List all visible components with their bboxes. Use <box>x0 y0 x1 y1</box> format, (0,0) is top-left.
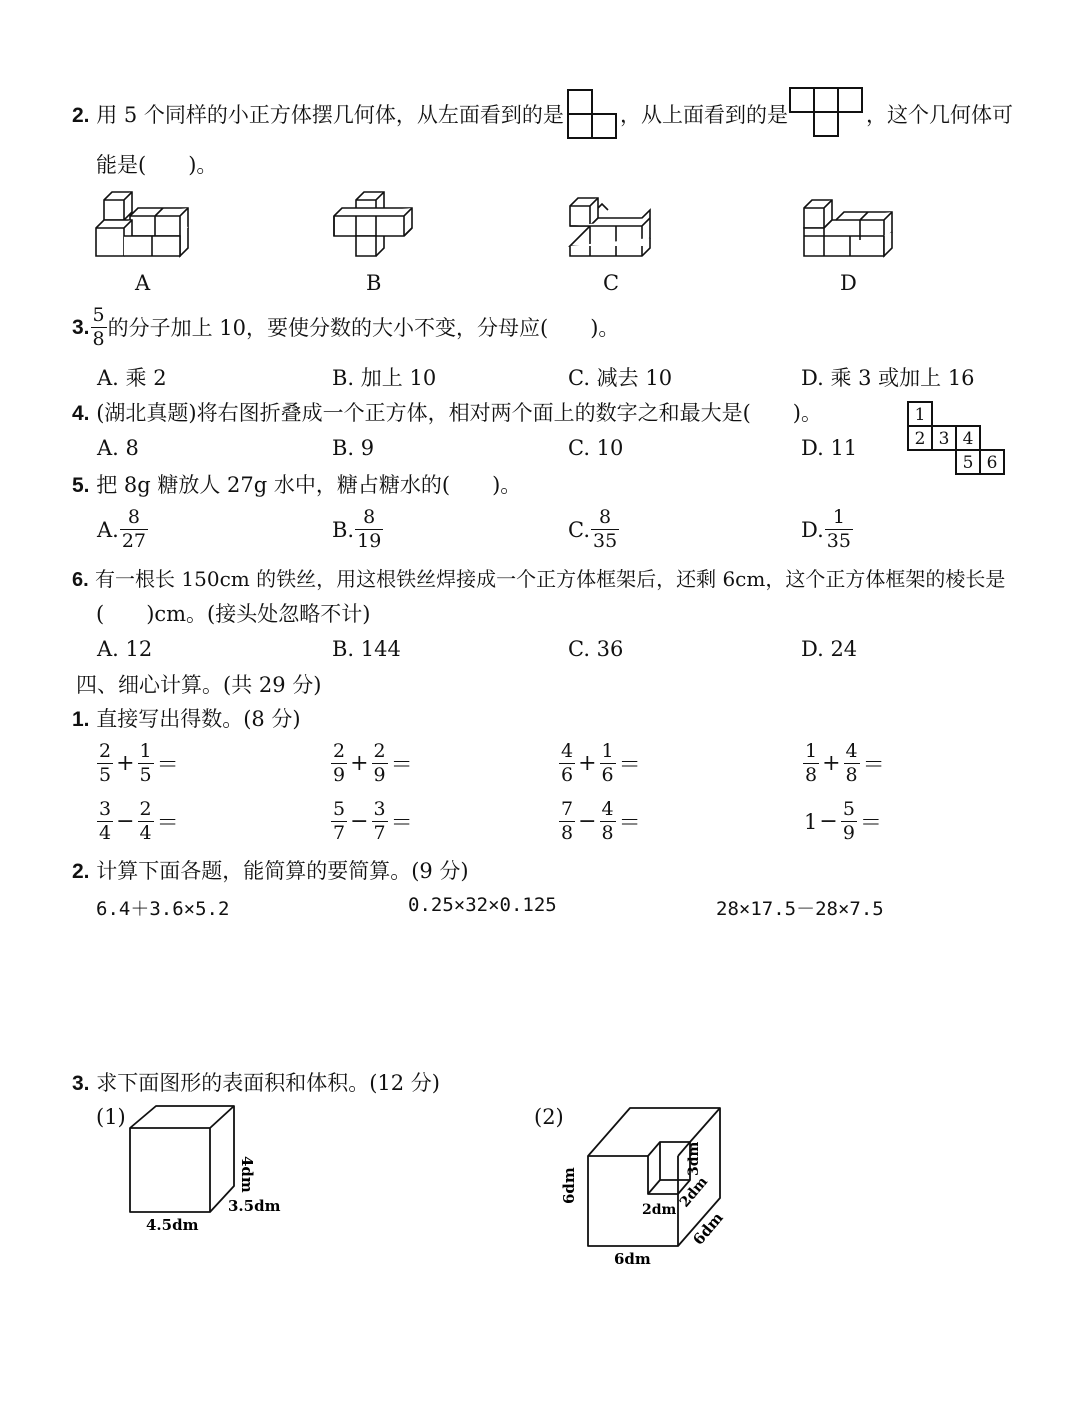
c3-fig1-height: 4dm <box>238 1156 256 1193</box>
c2-item-1: 6.4＋3.6×5.2 <box>96 898 230 920</box>
c1-e3-a-num: 4 <box>561 740 574 762</box>
q3-number: 3. <box>72 315 90 339</box>
q3-text: 的分子加上 10，要使分数的大小不变，分母应( )。 <box>107 315 620 340</box>
c1-e4-eq: ＝ <box>862 753 885 778</box>
c3-fig2-notched-cube <box>560 1100 760 1270</box>
c1-e6-a-den: 7 <box>333 822 346 844</box>
c1-number: 1. <box>72 708 90 731</box>
section4-title: 四、细心计算。(共 29 分) <box>76 673 322 697</box>
c3-fig2-depth: 6dm <box>689 1208 727 1249</box>
c3-fig2-label: (2) <box>534 1105 564 1129</box>
q3-option-d: D. 乘 3 或加上 16 <box>801 366 975 390</box>
c2-text: 计算下面各题，能简算的要简算。(9 分) <box>96 859 469 883</box>
c3-fig1-label: (1) <box>96 1105 126 1129</box>
c3-fig1-depth: 3.5dm <box>228 1197 281 1215</box>
q5-option-a-label: A. <box>97 517 119 542</box>
q2-number: 2. <box>72 104 90 127</box>
c2-item-2: 0.25×32×0.125 <box>408 894 557 916</box>
q5-option-d-den: 35 <box>826 530 851 552</box>
q4-cube-net <box>904 400 1008 480</box>
q4-net-face-2: 2 <box>914 429 926 449</box>
c1-heading <box>72 706 301 733</box>
q3-option-b: B. 加上 10 <box>332 366 437 390</box>
c1-expr-5 <box>96 800 181 843</box>
c1-e8-b-den: 9 <box>842 822 855 844</box>
c2-item-3: 28×17.5－28×7.5 <box>716 898 884 920</box>
c3-fig2-height: 6dm <box>560 1167 578 1204</box>
q2-option-c: C <box>603 271 620 295</box>
q2-line2: 能是( )。 <box>96 153 218 177</box>
c1-e2-b-den: 9 <box>373 764 386 786</box>
q5-option-b-num: 8 <box>363 506 376 528</box>
c1-e1-a-den: 5 <box>99 764 112 786</box>
c1-e5-op: − <box>116 809 135 834</box>
c3-fig2-cut-height: 3dm <box>686 1141 702 1176</box>
q2-option-b-figure <box>328 186 428 264</box>
c1-e1-a-num: 2 <box>99 740 112 762</box>
q5-number: 5. <box>72 474 90 497</box>
c2-number: 2. <box>72 860 90 883</box>
c1-e1-b-num: 1 <box>139 740 152 762</box>
c1-e5-b-den: 4 <box>139 822 152 844</box>
c1-e2-a-num: 2 <box>333 740 346 762</box>
c1-expr-4 <box>802 742 887 785</box>
q3-frac-numerator: 5 <box>92 304 105 326</box>
q3-option-c: C. 减去 10 <box>568 366 673 390</box>
c1-expr-3 <box>558 742 643 785</box>
q5-text: 把 8g 糖放人 27g 水中，糖占糖水的( )。 <box>96 473 522 497</box>
c3-text: 求下面图形的表面积和体积。(12 分) <box>96 1071 440 1095</box>
q6-option-c: C. 36 <box>568 637 624 661</box>
q4-option-b: B. 9 <box>332 436 375 460</box>
c3-fig1-width: 4.5dm <box>146 1216 199 1234</box>
c1-e6-b-den: 7 <box>373 822 386 844</box>
c1-e3-b-num: 1 <box>601 740 614 762</box>
c1-e4-a-num: 1 <box>805 740 818 762</box>
q4-net-face-6: 6 <box>986 453 998 473</box>
c1-e6-b-num: 3 <box>373 798 386 820</box>
q6-text: 有一根长 150cm 的铁丝，用这根铁丝焊接成一个正方体框架后，还剩 6cm，这个正方体框架的棱长是 <box>95 567 1006 591</box>
q5-option-b-den: 19 <box>357 530 382 552</box>
q3-frac-denominator: 8 <box>92 328 105 350</box>
c1-e8-whole: 1 <box>804 809 818 834</box>
c1-e4-b-den: 8 <box>845 764 858 786</box>
c1-e8-b-num: 5 <box>842 798 855 820</box>
c1-expr-8 <box>804 800 884 843</box>
c1-e2-op: + <box>350 751 369 776</box>
c1-e7-op: − <box>578 809 597 834</box>
q5-option-d <box>801 508 854 551</box>
c1-text: 直接写出得数。(8 分) <box>96 707 301 731</box>
c1-e6-op: − <box>350 809 369 834</box>
q2-option-d-figure <box>798 196 898 264</box>
c1-expr-6 <box>330 800 415 843</box>
c1-e1-op: + <box>116 751 135 776</box>
q2-option-a-figure <box>90 186 200 264</box>
c1-e7-a-num: 7 <box>561 798 574 820</box>
c3-heading <box>72 1070 440 1097</box>
q5-option-c-den: 35 <box>593 530 618 552</box>
q5-line <box>72 472 521 499</box>
q6-option-d: D. 24 <box>801 637 858 661</box>
c3-fig2-width: 6dm <box>614 1250 651 1268</box>
q6-option-a: A. 12 <box>97 637 153 661</box>
c1-e7-a-den: 8 <box>561 822 574 844</box>
q4-option-d: D. 11 <box>801 436 858 460</box>
q6-line2: ( )cm。(接头处忽略不计) <box>96 602 371 626</box>
c1-e7-eq: ＝ <box>618 811 641 836</box>
q5-option-d-num: 1 <box>832 506 845 528</box>
q2-text-a: 用 5 个同样的小正方体摆几何体，从左面看到的是 <box>96 103 564 127</box>
c2-heading <box>72 858 469 885</box>
c1-e1-eq: ＝ <box>156 753 179 778</box>
q2-left-view <box>566 88 622 142</box>
c1-e5-a-den: 4 <box>99 822 112 844</box>
q4-net-face-1: 1 <box>914 405 926 425</box>
q4-net-face-5: 5 <box>962 453 974 473</box>
c3-fig2-cut-width: 2dm <box>642 1202 677 1218</box>
c3-fig2-cut-depth: 2dm <box>676 1173 712 1211</box>
q2-text-b: ，从上面看到的是 <box>620 103 788 127</box>
c3-fig1-cuboid <box>120 1100 290 1240</box>
q5-option-a-den: 27 <box>121 530 147 552</box>
q2-option-b: B <box>366 271 382 295</box>
q2-top-view <box>788 86 868 142</box>
c1-e2-eq: ＝ <box>390 753 413 778</box>
c1-e3-a-den: 6 <box>561 764 574 786</box>
q2-text-c: ，这个几何体可 <box>866 103 1013 127</box>
c1-e8-eq: ＝ <box>859 811 882 836</box>
q2-option-d: D <box>840 271 857 295</box>
q5-option-d-label: D. <box>801 517 824 542</box>
c1-e5-eq: ＝ <box>156 811 179 836</box>
q5-option-a <box>97 508 149 551</box>
c1-expr-1 <box>96 742 181 785</box>
q4-line <box>72 400 822 427</box>
c1-e3-b-den: 6 <box>601 764 614 786</box>
q2-option-c-figure <box>564 186 664 264</box>
q2-option-a: A <box>135 271 151 295</box>
q3-option-a: A. 乘 2 <box>97 366 167 390</box>
q5-option-c-label: C. <box>568 517 590 542</box>
c1-e8-op: − <box>819 809 838 834</box>
c1-e7-b-num: 4 <box>601 798 614 820</box>
c1-e5-b-num: 2 <box>139 798 152 820</box>
c1-e6-a-num: 5 <box>333 798 346 820</box>
q4-text: (湖北真题)将右图折叠成一个正方体，相对两个面上的数字之和最大是( )。 <box>96 401 822 425</box>
q5-option-c <box>568 508 620 551</box>
c1-expr-2 <box>330 742 415 785</box>
c1-expr-7 <box>558 800 643 843</box>
q6-option-b: B. 144 <box>332 637 401 661</box>
q4-option-c: C. 10 <box>568 436 624 460</box>
c1-e2-b-num: 2 <box>373 740 386 762</box>
q5-option-c-num: 8 <box>599 506 612 528</box>
q5-option-a-num: 8 <box>127 506 140 528</box>
q4-number: 4. <box>72 402 90 425</box>
q6-number: 6. <box>72 569 89 591</box>
c1-e4-op: + <box>822 751 841 776</box>
c3-number: 3. <box>72 1072 90 1095</box>
q5-option-b <box>332 508 384 551</box>
c1-e2-a-den: 9 <box>333 764 346 786</box>
c1-e6-eq: ＝ <box>390 811 413 836</box>
c1-e7-b-den: 8 <box>601 822 614 844</box>
c1-e3-eq: ＝ <box>618 753 641 778</box>
q5-option-b-label: B. <box>332 517 355 542</box>
q3-line <box>72 306 619 349</box>
c1-e5-a-num: 3 <box>99 798 112 820</box>
q6-line1 <box>72 566 1005 593</box>
c1-e1-b-den: 5 <box>139 764 152 786</box>
c1-e3-op: + <box>578 751 597 776</box>
q4-net-face-3: 3 <box>938 429 950 449</box>
q3-fraction <box>91 306 107 349</box>
q4-net-face-4: 4 <box>962 429 974 449</box>
q4-option-a: A. 8 <box>97 436 139 460</box>
c1-e4-a-den: 8 <box>805 764 818 786</box>
c1-e4-b-num: 4 <box>845 740 858 762</box>
q2-line1 <box>72 102 564 129</box>
